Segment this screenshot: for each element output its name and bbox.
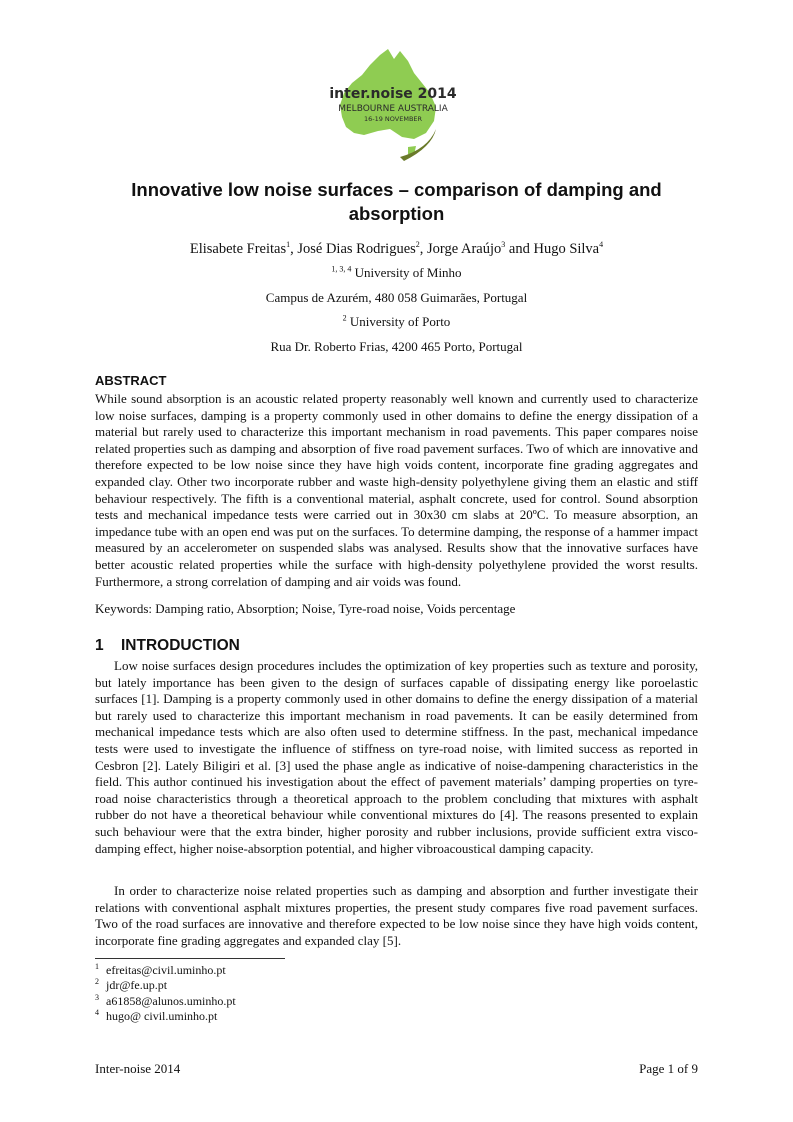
- section-title: INTRODUCTION: [121, 637, 240, 654]
- keywords: Keywords: Damping ratio, Absorption; Noise, Tyre-road noise, Voids percentage: [95, 601, 516, 616]
- footnote-email-link[interactable]: efreitas@civil.uminho.pt: [106, 963, 226, 977]
- author-name: Hugo Silva: [533, 241, 600, 257]
- footnote-number: 3: [95, 992, 99, 1002]
- section-heading: [95, 637, 240, 655]
- author-name: José Dias Rodrigues: [297, 241, 416, 257]
- affiliation-1-address: Campus de Azurém, 480 058 Guimarães, Portugal: [265, 290, 528, 305]
- affiliation-name: University of Porto: [349, 314, 451, 329]
- footnote: [95, 963, 236, 978]
- separator: ,: [290, 241, 298, 257]
- logo-line-1: inter.noise 2014: [329, 86, 457, 102]
- footnote-email-link[interactable]: jdr@fe.up.pt: [106, 978, 168, 993]
- author-name: Jorge Araújo: [427, 241, 502, 257]
- separator: ,: [419, 241, 428, 257]
- abstract-heading: ABSTRACT: [95, 373, 167, 388]
- footer-page-number: Page 1 of 9: [639, 1061, 698, 1076]
- affiliation-sup: 2: [342, 313, 347, 323]
- intro-paragraph-2: In order to characterize noise related properties such as damping and absorption and further investigate their relations with conventional asphalt mixtures properties, the present study compares five road pavement surfaces. Two of the road surfaces are innovative and therefore expected to be low noise since they have high voids content, incorporate fine grading aggregates and expanded clay [5].: [95, 883, 698, 948]
- footnote-email-link[interactable]: hugo@ civil.uminho.pt: [106, 1009, 218, 1024]
- affiliation-1: [95, 265, 698, 281]
- abstract-text: While sound absorption is an acoustic related property reasonably well known and currently used to characterize low noise surfaces, damping is a property commonly used in other domains to define the energy dissipation of a material but rarely used to characterize this important mechanism in road pavements. This paper compares noise related properties such as damping and absorption of five road pavement surfaces. Two of which are innovative and therefore expected to be low noise since they have high voids content, incorporate fine grading aggregates and expanded clay. Other two incorporate rubber and waste high-density polyethylene giving them an elastic and stiff behaviour respectively. The fifth is a conventional material, asphalt concrete, used for control. Sound absorption tests and mechanical impedance tests were carried out in 30x30 cm slabs at 20ºC. To measure absorption, an impedance tube with an open end was put on the surfaces. To determine damping, the response of a hammer impact measured by an accelerometer on suspended slabs was analysed. Results show that the innovative surfaces have better acoustic related properties while the surface with high-density polyethylene provided the worst results. Furthermore, a strong correlation of damping and air voids was found.: [95, 391, 698, 589]
- author-sup: 3: [501, 240, 506, 250]
- affiliation-name: University of Minho: [354, 265, 462, 280]
- author-sup: 1: [286, 240, 291, 250]
- conference-logo: [318, 45, 468, 165]
- logo-line-3: 16-19 NOVEMBER: [363, 115, 423, 123]
- affiliation-sup: 1, 3, 4: [331, 264, 352, 274]
- intro-paragraph-1: Low noise surfaces design procedures includes the optimization of key properties such as texture and porosity, but lately importance has been given to the design of surfaces capable of dissipating energy like poroelastic surfaces [1]. Damping is a property commonly used in other domains to define the energy dissipation of a material but rarely used to characterize this important mechanism in road pavements. It can be easily determined from mechanical impedance tests which are also often used to determine stiffness. In the past, mechanical impedance tests were used to investigate the influence of stiffness on tyre-road noise, with limited success as reported in Cesbron [2]. Lately Biligiri et al. [3] used the phase angle as indicative of noise-dampening characteristics in the field. This author continued his investigation about the effect of pavement materials’ damping properties on tyre-road noise characteristics through a theoretical approach to the problem concluding that mixtures with asphalt rubber do not have a theoretical behaviour while conventional mixtures do [4]. The reasons presented to explain such behaviour were that the extra binder, higher porosity and rubber inclusions, provide sufficient extra visco-damping effect, higher noise-absorption potential, and higher vibroacoustical damping capacity.: [95, 658, 698, 856]
- section-number: 1: [95, 637, 104, 654]
- separator: and: [505, 241, 534, 257]
- footnote-divider: [95, 958, 285, 959]
- footer-conference: Inter-noise 2014: [95, 1061, 181, 1076]
- paper-title: Innovative low noise surfaces – comparison of damping and absorption: [131, 179, 662, 224]
- author-sup: 2: [415, 240, 420, 250]
- author-line: [95, 240, 698, 258]
- author-name: Elisabete Freitas: [189, 241, 287, 257]
- footnote-number: 1: [95, 962, 99, 971]
- affiliation-2-address: Rua Dr. Roberto Frias, 4200 465 Porto, Portugal: [270, 339, 523, 354]
- footnote-email-link[interactable]: a61858@alunos.uminho.pt: [106, 993, 236, 1008]
- author-sup: 4: [599, 240, 604, 250]
- footnote-number: 4: [95, 1008, 99, 1018]
- footnote: [95, 994, 236, 1009]
- footnote: [95, 978, 236, 993]
- footnote-number: 2: [95, 977, 99, 987]
- affiliation-2: [95, 314, 698, 330]
- footnotes: [95, 963, 236, 1025]
- logo-line-2: MELBOURNE AUSTRALIA: [338, 104, 448, 114]
- footnote: [95, 1009, 236, 1024]
